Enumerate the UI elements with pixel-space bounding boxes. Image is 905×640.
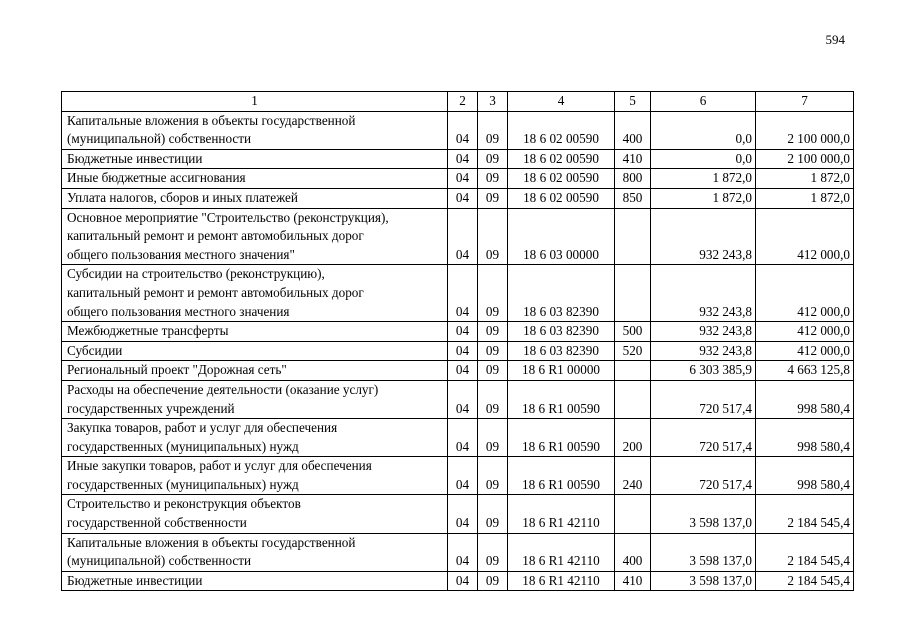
row-name-line: Строительство и реконструкция объектов xyxy=(67,496,301,512)
subsection-cell: 09 xyxy=(478,265,508,322)
amount-year2-cell: 412 000,0 xyxy=(756,322,854,342)
table-row xyxy=(62,341,854,361)
amount-year2-cell: 1 872,0 xyxy=(756,169,854,189)
section-cell: 04 xyxy=(448,533,478,571)
table-row xyxy=(62,149,854,169)
row-name-line: Капитальные вложения в объекты государственной xyxy=(67,534,356,550)
expense-type-cell: 520 xyxy=(615,341,651,361)
subsection-cell: 09 xyxy=(478,457,508,495)
subsection-cell: 09 xyxy=(478,533,508,571)
target-article-cell: 18 6 03 00000 xyxy=(508,208,615,265)
row-name-line: государственных (муниципальных) нужд xyxy=(67,438,299,454)
page-number: 594 xyxy=(825,32,845,47)
row-name-cell xyxy=(62,188,448,208)
expense-type-cell: 240 xyxy=(615,457,651,495)
expense-type-cell xyxy=(615,265,651,322)
table-row xyxy=(62,571,854,591)
expense-type-cell: 400 xyxy=(615,111,651,149)
row-name-cell xyxy=(62,111,448,149)
subsection-cell: 09 xyxy=(478,419,508,457)
table-row xyxy=(62,495,854,533)
row-name-line: государственных (муниципальных) нужд xyxy=(67,476,299,492)
amount-year2-cell: 2 100 000,0 xyxy=(756,149,854,169)
amount-year1-cell: 720 517,4 xyxy=(651,419,756,457)
target-article-cell: 18 6 R1 00590 xyxy=(508,419,615,457)
row-name-line: Субсидии xyxy=(67,342,123,358)
subsection-cell: 09 xyxy=(478,341,508,361)
expense-type-cell: 800 xyxy=(615,169,651,189)
row-name-cell xyxy=(62,533,448,571)
section-cell: 04 xyxy=(448,341,478,361)
amount-year2-cell: 2 184 545,4 xyxy=(756,533,854,571)
subsection-cell: 09 xyxy=(478,169,508,189)
row-name-line: Иные бюджетные ассигнования xyxy=(67,170,246,186)
target-article-cell: 18 6 03 82390 xyxy=(508,265,615,322)
amount-year1-cell: 720 517,4 xyxy=(651,457,756,495)
expense-type-cell xyxy=(615,380,651,418)
amount-year1-cell: 3 598 137,0 xyxy=(651,495,756,533)
row-name-cell xyxy=(62,419,448,457)
table-row xyxy=(62,322,854,342)
row-name-line: Региональный проект "Дорожная сеть" xyxy=(67,362,287,378)
amount-year2-cell: 2 100 000,0 xyxy=(756,111,854,149)
table-row xyxy=(62,265,854,322)
amount-year2-cell: 1 872,0 xyxy=(756,188,854,208)
table-row xyxy=(62,419,854,457)
row-name-line: Основное мероприятие "Строительство (реконструкция), xyxy=(67,209,389,225)
target-article-cell: 18 6 R1 42110 xyxy=(508,495,615,533)
amount-year2-cell: 2 184 545,4 xyxy=(756,571,854,591)
subsection-cell: 09 xyxy=(478,149,508,169)
target-article-cell: 18 6 03 82390 xyxy=(508,322,615,342)
row-name-line: общего пользования местного значения" xyxy=(67,246,295,262)
row-name-cell xyxy=(62,169,448,189)
row-name-cell xyxy=(62,341,448,361)
header-cell: 3 xyxy=(478,92,508,112)
row-name-cell xyxy=(62,571,448,591)
row-name-line: капитальный ремонт и ремонт автомобильных дорог xyxy=(67,228,364,244)
amount-year2-cell: 2 184 545,4 xyxy=(756,495,854,533)
row-name-line: общего пользования местного значения xyxy=(67,303,290,319)
row-name-cell xyxy=(62,149,448,169)
amount-year2-cell: 998 580,4 xyxy=(756,419,854,457)
row-name-line: капитальный ремонт и ремонт автомобильных дорог xyxy=(67,284,364,300)
subsection-cell: 09 xyxy=(478,380,508,418)
amount-year1-cell: 3 598 137,0 xyxy=(651,571,756,591)
amount-year1-cell: 932 243,8 xyxy=(651,341,756,361)
header-cell: 7 xyxy=(756,92,854,112)
row-name-line: Закупка товаров, работ и услуг для обеспечения xyxy=(67,420,338,436)
section-cell: 04 xyxy=(448,188,478,208)
expense-type-cell: 850 xyxy=(615,188,651,208)
section-cell: 04 xyxy=(448,265,478,322)
table-row xyxy=(62,188,854,208)
row-name-line: Капитальные вложения в объекты государственной xyxy=(67,112,356,128)
subsection-cell: 09 xyxy=(478,361,508,381)
target-article-cell: 18 6 R1 00590 xyxy=(508,380,615,418)
section-cell: 04 xyxy=(448,149,478,169)
row-name-line: (муниципальной) собственности xyxy=(67,131,252,147)
row-name-cell xyxy=(62,457,448,495)
row-name-cell xyxy=(62,322,448,342)
row-name-cell xyxy=(62,265,448,322)
row-name-line: Бюджетные инвестиции xyxy=(67,572,203,588)
amount-year1-cell: 932 243,8 xyxy=(651,208,756,265)
target-article-cell: 18 6 02 00590 xyxy=(508,188,615,208)
header-cell: 6 xyxy=(651,92,756,112)
expense-type-cell xyxy=(615,208,651,265)
target-article-cell: 18 6 R1 42110 xyxy=(508,533,615,571)
target-article-cell: 18 6 02 00590 xyxy=(508,111,615,149)
table-row xyxy=(62,208,854,265)
header-cell: 4 xyxy=(508,92,615,112)
expense-type-cell: 410 xyxy=(615,571,651,591)
section-cell: 04 xyxy=(448,419,478,457)
table-row xyxy=(62,361,854,381)
amount-year1-cell: 3 598 137,0 xyxy=(651,533,756,571)
row-name-line: государственной собственности xyxy=(67,515,247,531)
subsection-cell: 09 xyxy=(478,571,508,591)
budget-table xyxy=(61,91,854,591)
header-cell: 1 xyxy=(62,92,448,112)
table-row xyxy=(62,111,854,149)
section-cell: 04 xyxy=(448,208,478,265)
header-cell: 2 xyxy=(448,92,478,112)
section-cell: 04 xyxy=(448,361,478,381)
row-name-line: государственных учреждений xyxy=(67,400,235,416)
target-article-cell: 18 6 02 00590 xyxy=(508,169,615,189)
target-article-cell: 18 6 R1 00000 xyxy=(508,361,615,381)
expense-type-cell: 200 xyxy=(615,419,651,457)
amount-year1-cell: 932 243,8 xyxy=(651,322,756,342)
row-name-line: Уплата налогов, сборов и иных платежей xyxy=(67,189,298,205)
row-name-line: Иные закупки товаров, работ и услуг для обеспечения xyxy=(67,458,372,474)
row-name-line: Субсидии на строительство (реконструкцию), xyxy=(67,266,325,282)
expense-type-cell: 500 xyxy=(615,322,651,342)
section-cell: 04 xyxy=(448,380,478,418)
expense-type-cell xyxy=(615,361,651,381)
target-article-cell: 18 6 R1 00590 xyxy=(508,457,615,495)
target-article-cell: 18 6 R1 42110 xyxy=(508,571,615,591)
amount-year2-cell: 998 580,4 xyxy=(756,457,854,495)
row-name-cell xyxy=(62,380,448,418)
expense-type-cell: 400 xyxy=(615,533,651,571)
row-name-line: Бюджетные инвестиции xyxy=(67,150,203,166)
amount-year2-cell: 4 663 125,8 xyxy=(756,361,854,381)
subsection-cell: 09 xyxy=(478,111,508,149)
row-name-line: (муниципальной) собственности xyxy=(67,553,252,569)
amount-year1-cell: 1 872,0 xyxy=(651,188,756,208)
amount-year2-cell: 412 000,0 xyxy=(756,341,854,361)
expense-type-cell xyxy=(615,495,651,533)
subsection-cell: 09 xyxy=(478,208,508,265)
section-cell: 04 xyxy=(448,322,478,342)
amount-year1-cell: 0,0 xyxy=(651,111,756,149)
amount-year1-cell: 720 517,4 xyxy=(651,380,756,418)
table-row xyxy=(62,169,854,189)
expense-type-cell: 410 xyxy=(615,149,651,169)
table-row xyxy=(62,457,854,495)
amount-year1-cell: 932 243,8 xyxy=(651,265,756,322)
subsection-cell: 09 xyxy=(478,188,508,208)
header-cell: 5 xyxy=(615,92,651,112)
section-cell: 04 xyxy=(448,457,478,495)
section-cell: 04 xyxy=(448,495,478,533)
subsection-cell: 09 xyxy=(478,322,508,342)
row-name-line: Межбюджетные трансферты xyxy=(67,323,229,339)
row-name-cell xyxy=(62,495,448,533)
row-name-cell xyxy=(62,361,448,381)
table-row xyxy=(62,533,854,571)
section-cell: 04 xyxy=(448,571,478,591)
target-article-cell: 18 6 02 00590 xyxy=(508,149,615,169)
amount-year1-cell: 1 872,0 xyxy=(651,169,756,189)
row-name-cell xyxy=(62,208,448,265)
target-article-cell: 18 6 03 82390 xyxy=(508,341,615,361)
subsection-cell: 09 xyxy=(478,495,508,533)
section-cell: 04 xyxy=(448,169,478,189)
amount-year2-cell: 998 580,4 xyxy=(756,380,854,418)
section-cell: 04 xyxy=(448,111,478,149)
table-row xyxy=(62,380,854,418)
row-name-line: Расходы на обеспечение деятельности (оказание услуг) xyxy=(67,381,379,397)
amount-year1-cell: 0,0 xyxy=(651,149,756,169)
table-header-row xyxy=(62,92,854,112)
amount-year1-cell: 6 303 385,9 xyxy=(651,361,756,381)
amount-year2-cell: 412 000,0 xyxy=(756,265,854,322)
amount-year2-cell: 412 000,0 xyxy=(756,208,854,265)
